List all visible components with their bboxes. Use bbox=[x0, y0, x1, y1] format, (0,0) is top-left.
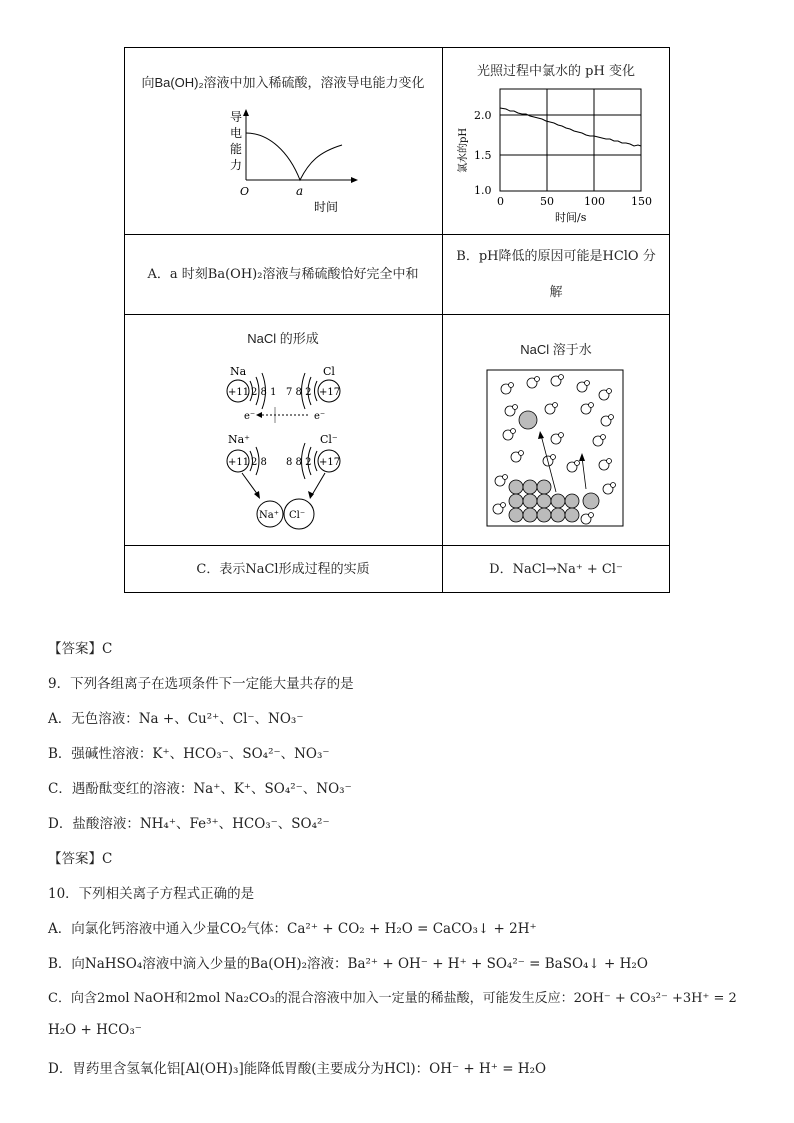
question-10: 10．下列相关离子方程式正确的是 bbox=[48, 886, 255, 902]
cellC-title: NaCl 的形成 bbox=[247, 331, 319, 346]
water-hydrogen bbox=[559, 433, 564, 438]
water-hydrogen bbox=[553, 403, 558, 408]
electron-label-left: e⁻ bbox=[244, 411, 256, 422]
na-ion-ball-label: Na⁺ bbox=[259, 510, 279, 521]
question-9-option-c: C．遇酚酞变红的溶液：Na⁺、K⁺、SO₄²⁻、NO₃⁻ bbox=[48, 781, 352, 797]
option-b-text-line1: B．pH降低的原因可能是HClO 分 bbox=[456, 249, 656, 264]
water-hydrogen bbox=[519, 451, 524, 456]
question-10-option-d: D．胃药里含氢氧化铝[Al(OH)₃]能降低胃酸(主要成分为HCl)：OH⁻ + H⁺ = H₂O bbox=[48, 1061, 547, 1077]
water-hydrogen bbox=[611, 483, 616, 488]
water-hydrogen bbox=[559, 375, 564, 380]
question-10-option-c-line2: H₂O + HCO₃⁻ bbox=[48, 1022, 142, 1038]
graph-origin: O bbox=[240, 185, 250, 198]
question-9: 9．下列各组离子在选项条件下一定能大量共存的是 bbox=[48, 676, 354, 692]
water-hydrogen bbox=[575, 461, 580, 466]
graph-ylabel-4: 力 bbox=[230, 158, 243, 172]
cellA-title: 向Ba(OH)₂溶液中加入稀硫酸，溶液导电能力变化 bbox=[141, 75, 425, 90]
option-a-text: A．a 时刻Ba(OH)₂溶液与稀硫酸恰好完全中和 bbox=[147, 267, 419, 282]
ph-ytick-1.0: 1.0 bbox=[474, 184, 492, 197]
graph-ylabel-1: 导 bbox=[230, 110, 243, 124]
water-hydrogen bbox=[585, 381, 590, 386]
water-hydrogen bbox=[511, 429, 516, 434]
cl-ion-shells: 8 8 2 bbox=[286, 457, 312, 468]
water-hydrogen bbox=[535, 377, 540, 382]
option-b-text-line2: 解 bbox=[549, 285, 563, 300]
ph-xtick-150: 150 bbox=[631, 195, 652, 208]
conductivity-graph bbox=[214, 107, 374, 227]
water-hydrogen bbox=[607, 389, 612, 394]
na-shells: 2 8 1 bbox=[251, 387, 277, 398]
ph-xtick-50: 50 bbox=[540, 195, 554, 208]
na-nucleus-charge: +11 bbox=[228, 387, 250, 398]
water-hydrogen bbox=[607, 459, 612, 464]
water-hydrogen bbox=[609, 415, 614, 420]
water-hydrogen bbox=[589, 513, 594, 518]
ph-ylabel: 氯水的pH bbox=[458, 127, 469, 173]
graph-point-a: a bbox=[296, 184, 304, 198]
ph-xtick-100: 100 bbox=[584, 195, 605, 208]
na-ion-label: Na⁺ bbox=[228, 433, 250, 446]
cellB-title: 光照过程中氯水的 pH 变化 bbox=[477, 64, 635, 79]
water-hydrogen bbox=[501, 503, 506, 508]
ph-ytick-2.0: 2.0 bbox=[474, 109, 492, 122]
na-ion-charge: +11 bbox=[228, 457, 250, 468]
cl-shells: 7 8 2 bbox=[286, 387, 312, 398]
water-hydrogen bbox=[503, 475, 508, 480]
graph-ylabel-3: 能 bbox=[230, 142, 243, 156]
option-c-text: C．表示NaCl形成过程的实质 bbox=[196, 562, 370, 577]
cl-ion-label: Cl⁻ bbox=[320, 433, 338, 446]
water-hydrogen bbox=[601, 435, 606, 440]
question-9-option-a: A．无色溶液：Na +、Cu²⁺、Cl⁻、NO₃⁻ bbox=[48, 711, 304, 727]
ph-graph bbox=[454, 85, 664, 231]
options-table bbox=[124, 47, 670, 593]
question-9-option-b: B．强碱性溶液：K⁺、HCO₃⁻、SO₄²⁻、NO₃⁻ bbox=[48, 746, 330, 762]
cl-ion-ball-label: Cl⁻ bbox=[289, 510, 306, 521]
graph-ylabel-2: 电 bbox=[230, 126, 243, 140]
cellD-title: NaCl 溶于水 bbox=[520, 342, 592, 357]
electron-label-right: e⁻ bbox=[314, 411, 326, 422]
na-atom-label: Na bbox=[230, 365, 247, 378]
water-hydrogen bbox=[509, 383, 514, 388]
water-hydrogen bbox=[513, 405, 518, 410]
question-10-option-c-line1: C．向含2mol NaOH和2mol Na₂CO₃的混合溶液中加入一定量的稀盐酸，可能发生反应：2OH⁻ + CO₃²⁻ +3H⁺ = 2 bbox=[48, 991, 737, 1006]
question-9-option-d: D．盐酸溶液：NH₄⁺、Fe³⁺、HCO₃⁻、SO₄²⁻ bbox=[48, 816, 330, 832]
cl-ion-charge: +17 bbox=[319, 457, 341, 468]
ph-ytick-1.5: 1.5 bbox=[474, 149, 492, 162]
nacl-formation-diagram bbox=[220, 357, 350, 537]
nacl-dissolution-diagram bbox=[486, 369, 626, 529]
water-hydrogen bbox=[589, 403, 594, 408]
question-10-option-b: B．向NaHSO₄溶液中滴入少量的Ba(OH)₂溶液：Ba²⁺ + OH⁻ + H⁺ + SO₄²⁻ = BaSO₄↓ + H₂O bbox=[48, 956, 648, 972]
ph-xlabel: 时间/s bbox=[555, 211, 587, 224]
answer-9: 【答案】C bbox=[48, 851, 113, 867]
water-hydrogen bbox=[551, 455, 556, 460]
option-d-text: D．NaCl→Na⁺ + Cl⁻ bbox=[489, 562, 623, 577]
na-ion-shells: 2 8 bbox=[251, 457, 267, 468]
answer-8: 【答案】C bbox=[48, 641, 113, 657]
question-10-option-a: A．向氯化钙溶液中通入少量CO₂气体：Ca²⁺ + CO₂ + H₂O = CaCO₃↓ + 2H⁺ bbox=[48, 921, 537, 937]
cl-atom-label: Cl bbox=[323, 365, 335, 378]
cl-nucleus-charge: +17 bbox=[319, 387, 341, 398]
ph-xtick-0: 0 bbox=[497, 195, 504, 208]
graph-xlabel: 时间 bbox=[314, 200, 339, 214]
